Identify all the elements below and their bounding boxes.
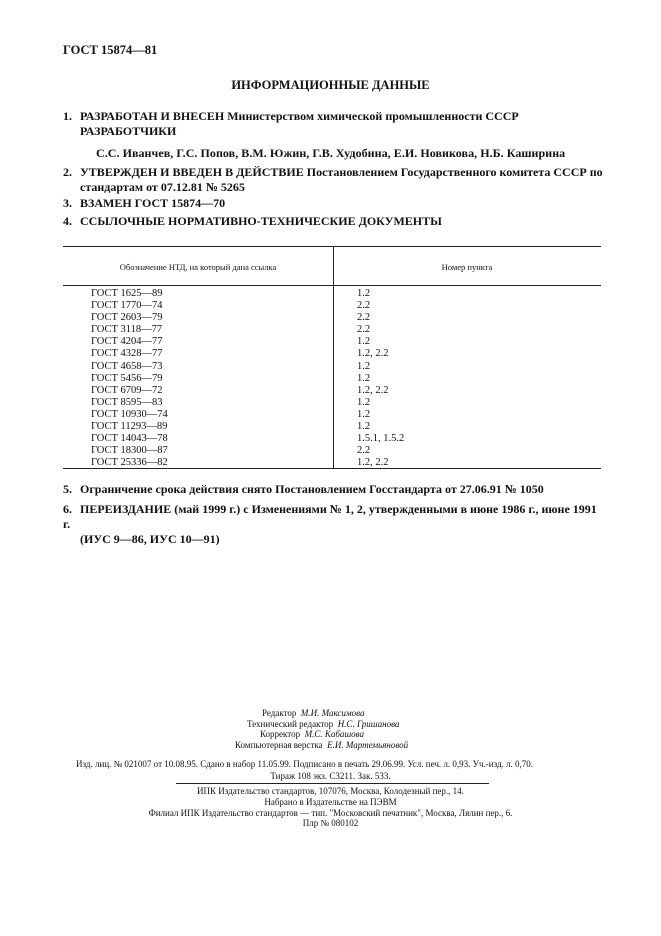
table-cell: 1.2, 2.2 (357, 457, 389, 469)
credit-layout (235, 740, 408, 751)
credit-label: Компьютерная верстка (235, 739, 323, 750)
table-cell: ГОСТ 4204—77 (91, 336, 163, 348)
document-id: ГОСТ 15874—81 (63, 43, 158, 57)
table-cell: ГОСТ 4328—77 (91, 348, 163, 360)
table-cell: ГОСТ 14043—78 (91, 433, 168, 445)
publisher-line-3: Филиал ИПК Издательство стандартов — тип. "Московский печатник", Москва, Лялин пер., 6. (148, 807, 513, 818)
credit-label: Редактор (262, 708, 297, 718)
item-text: ССЫЛОЧНЫЕ НОРМАТИВНО-ТЕХНИЧЕСКИЕ ДОКУМЕНТЫ (80, 214, 442, 228)
table-cell: 1.2 (357, 421, 371, 433)
developers-list: С.С. Иванчев, Г.С. Попов, В.М. Южин, Г.В. Худобина, Е.И. Новикова, Н.Б. Каширина (96, 146, 566, 160)
table-cell: ГОСТ 10930—74 (91, 408, 168, 420)
credit-editor (262, 708, 364, 719)
credit-label: Корректор (260, 729, 301, 739)
table-cell: 2.2 (357, 312, 371, 324)
publisher-line-1: ИПК Издательство стандартов, 107076, Москва, Колодезный пер., 14. (197, 786, 464, 796)
imprint-line-2: Тираж 108 экз. С3211. Зак. 533. (270, 771, 391, 781)
table-cell: 1.2 (357, 288, 371, 299)
table-cell: ГОСТ 6709—72 (91, 384, 163, 396)
page-title: ИНФОРМАЦИОННЫЕ ДАННЫЕ (231, 78, 430, 92)
table-column-clause (357, 288, 404, 469)
item-text-line2: (ИУС 9—86, ИУС 10—91) (80, 532, 220, 546)
item-text-line2: стандартам от 07.12.81 № 5265 (80, 180, 245, 194)
item-6 (63, 502, 603, 547)
table-top-rule (63, 246, 601, 247)
publisher-line-4: Плр № 080102 (302, 818, 359, 829)
table-cell: 1.2 (357, 408, 371, 420)
item-1 (63, 109, 603, 124)
table-cell: ГОСТ 4658—73 (91, 360, 163, 372)
item-number: 2. (63, 165, 72, 179)
credit-name: М.С. Кабашова (304, 729, 365, 739)
item-2 (63, 165, 603, 195)
table-cell: 2.2 (357, 300, 371, 312)
developers-heading: РАЗРАБОТЧИКИ (80, 124, 177, 138)
table-cell: ГОСТ 8595—83 (91, 396, 163, 408)
table-cell: 1.2 (357, 372, 371, 384)
item-4 (63, 214, 603, 229)
item-3 (63, 196, 603, 211)
item-5 (63, 482, 603, 497)
table-cell: ГОСТ 5456—79 (91, 372, 163, 384)
item-text-line1: ПЕРЕИЗДАНИЕ (май 1999 г.) с Изменениями № 1, 2, утвержденными в июне 1986 г., июне 1991 г. (63, 502, 597, 531)
table-cell: ГОСТ 11293—89 (91, 421, 168, 433)
table-header-clause: Номер пункта (441, 262, 493, 272)
table-cell: ГОСТ 1770—74 (91, 300, 163, 312)
table-header-ntd: Обозначение НТД, на который дана ссылка (119, 262, 277, 272)
item-text: ВЗАМЕН ГОСТ 15874—70 (80, 196, 226, 210)
table-cell: 1.2, 2.2 (357, 384, 389, 396)
table-cell: ГОСТ 2603—79 (91, 312, 163, 324)
item-number: 6. (63, 502, 72, 516)
credit-tech-editor (247, 719, 399, 730)
credit-name: Н.С. Гришанова (337, 718, 400, 729)
table-cell: 1.2 (357, 336, 371, 348)
item-text: РАЗРАБОТАН И ВНЕСЕН Министерством химической промышленности СССР (80, 109, 519, 123)
table-column-ntd (91, 288, 168, 469)
imprint-line-1: Изд. лиц. № 021007 от 10.08.95. Сдано в набор 11.05.99. Подписано в печать 29.06.99. Усл. печ. л. 0,93. Уч.-изд. л. 0,70. (76, 759, 534, 769)
table-cell: ГОСТ 25336—82 (91, 457, 168, 469)
table-cell: 1.2, 2.2 (357, 348, 389, 360)
credit-name: Е.И. Мартемьяновой (327, 739, 409, 750)
credit-label: Технический редактор (247, 718, 334, 729)
table-cell: ГОСТ 18300—87 (91, 445, 168, 457)
item-number: 1. (63, 109, 72, 123)
table-cell: ГОСТ 3118—77 (91, 324, 163, 336)
table-header-rule (63, 285, 601, 286)
table-cell: ГОСТ 1625—89 (91, 288, 163, 299)
table-cell: 2.2 (357, 445, 371, 457)
publisher-block (0, 786, 661, 829)
imprint-rule (176, 783, 489, 784)
item-text: Ограничение срока действия снято Постановлением Госстандарта от 27.06.91 № 1050 (80, 482, 544, 496)
publisher-line-2: Набрано в Издательстве на ПЭВМ (264, 796, 397, 807)
table-bottom-rule (63, 468, 601, 469)
item-number: 3. (63, 196, 72, 210)
item-number: 5. (63, 482, 72, 496)
table-cell: 2.2 (357, 324, 371, 336)
credit-corrector (260, 729, 364, 740)
item-number: 4. (63, 214, 72, 228)
item-text-line1: УТВЕРЖДЕН И ВВЕДЕН В ДЕЙСТВИЕ Постановлением Государственного комитета СССР по (80, 165, 603, 179)
table-cell: 1.2 (357, 360, 371, 372)
credit-name: М.И. Максимова (300, 708, 365, 718)
table-cell: 1.5.1, 1.5.2 (357, 433, 405, 445)
table-cell: 1.2 (357, 396, 371, 408)
table-column-divider (333, 246, 334, 468)
